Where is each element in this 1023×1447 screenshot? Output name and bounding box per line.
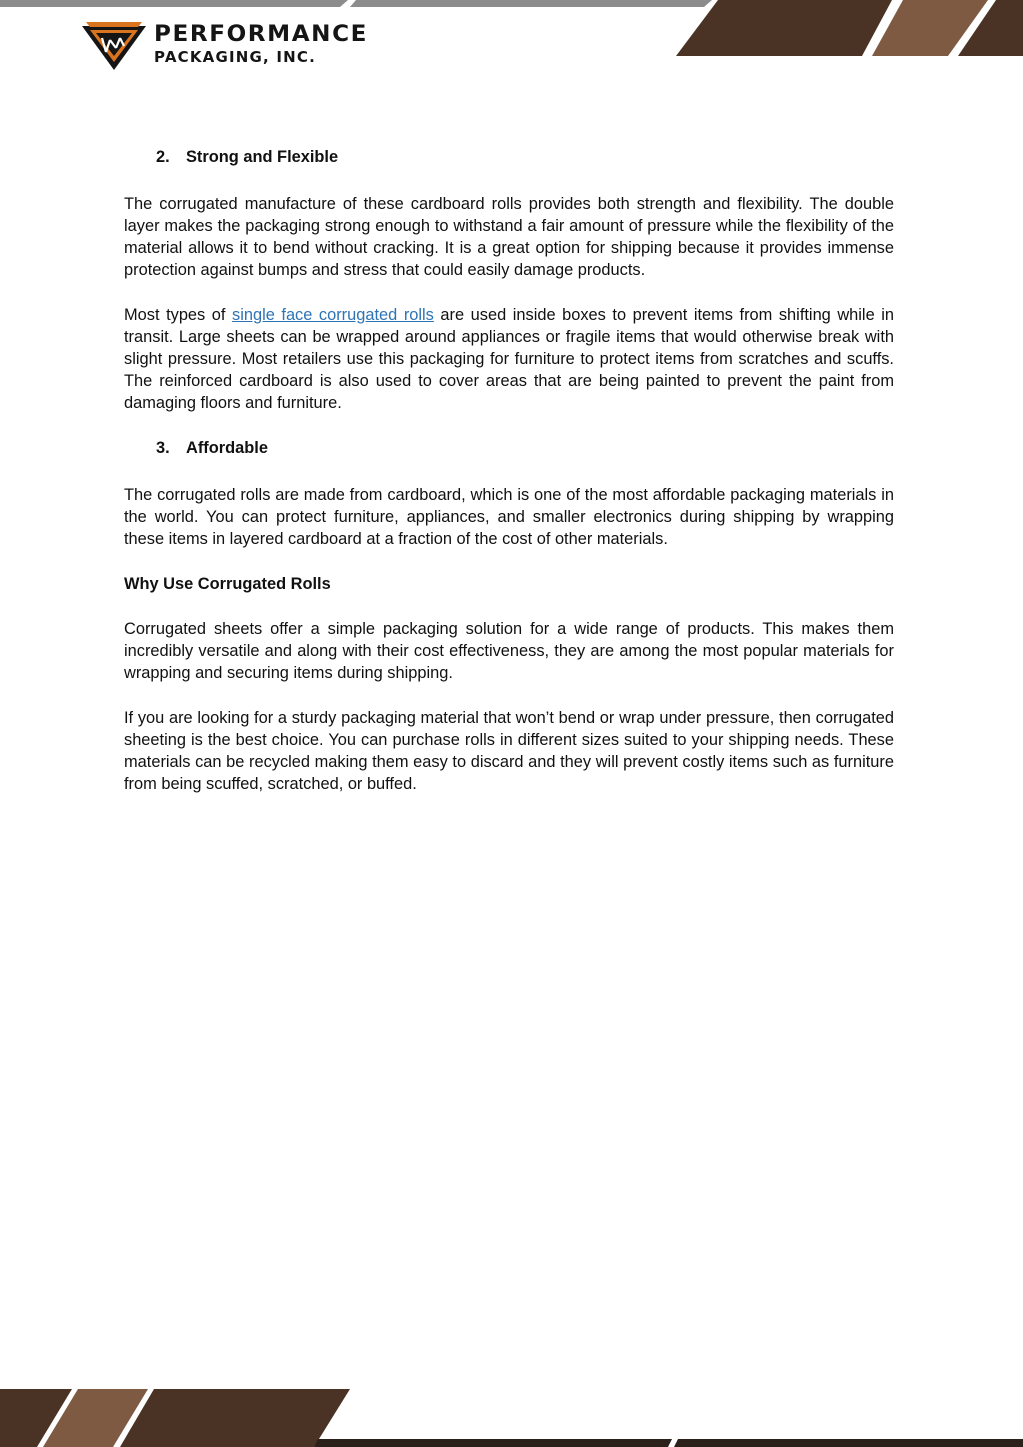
document-body (124, 146, 894, 818)
paragraph-why-use: Corrugated sheets offer a simple packaging solution for a wide range of products. This makes them incredibly versatile and along with their cost effectiveness, they are among the most popular materials for wrapping and securing items during shipping. (124, 620, 894, 682)
section-number: 2. (156, 148, 170, 166)
paragraph-single-face (124, 304, 894, 414)
section-title: Affordable (186, 439, 268, 457)
section-number: 3. (156, 439, 170, 457)
header-gray-band-right (350, 0, 712, 7)
footer-dark-band-left (314, 1439, 672, 1447)
section-heading-strong-flexible (156, 146, 894, 168)
header-brown-stripe-1 (676, 0, 892, 56)
single-face-corrugated-rolls-link[interactable]: single face corrugated rolls (232, 306, 434, 324)
section-heading-why-use: Why Use Corrugated Rolls (124, 575, 331, 593)
footer-dark-band-right (674, 1439, 1023, 1447)
paragraph-text-before-link: Most types of (124, 306, 233, 324)
footer-brown-stripe-1 (0, 1389, 72, 1447)
logo-mark-icon (80, 18, 148, 72)
logo-company-suffix: PACKAGING, INC. (154, 48, 316, 66)
paragraph-conclusion: If you are looking for a sturdy packaging material that won’t bend or wrap under pressure, then corrugated sheeting is the best choice. You can purchase rolls in different sizes suited to your shipping needs. These materials can be recycled making them easy to discard and they will prevent costly items such as furniture from being scuffed, scratched, or buffed. (124, 709, 894, 793)
header-gray-band-left (0, 0, 348, 7)
paragraph-affordable: The corrugated rolls are made from cardboard, which is one of the most affordable packaging materials in the world. You can protect furniture, appliances, and smaller electronics during shipping by wrapping these items in layered cardboard at a fraction of the cost of other materials. (124, 486, 894, 548)
company-logo (80, 18, 390, 72)
paragraph-strength: The corrugated manufacture of these cardboard rolls provides both strength and flexibility. The double layer makes the packaging strong enough to withstand a fair amount of pressure while the flexibility of the material allows it to bend without cracking. It is a great option for shipping because it provides immense protection against bumps and stress that could easily damage products. (124, 195, 894, 279)
footer-brown-stripe-3 (120, 1389, 350, 1447)
paragraph-text-after-link: are used inside boxes to prevent items from shifting while in transit. Large sheets can be wrapped around appliances or fragile items that would otherwise break with slight pressure. Most retailers use this packaging for furniture to protect items from scratches and scuffs. The reinforced cardboard is also used to cover areas that are being painted to prevent the paint from damaging floors and furniture. (124, 306, 894, 412)
logo-company-name: PERFORMANCE (154, 22, 368, 47)
footer-brown-stripe-2 (43, 1389, 148, 1447)
section-title: Strong and Flexible (186, 148, 339, 166)
logo-text (154, 22, 368, 66)
section-heading-affordable (156, 437, 894, 459)
